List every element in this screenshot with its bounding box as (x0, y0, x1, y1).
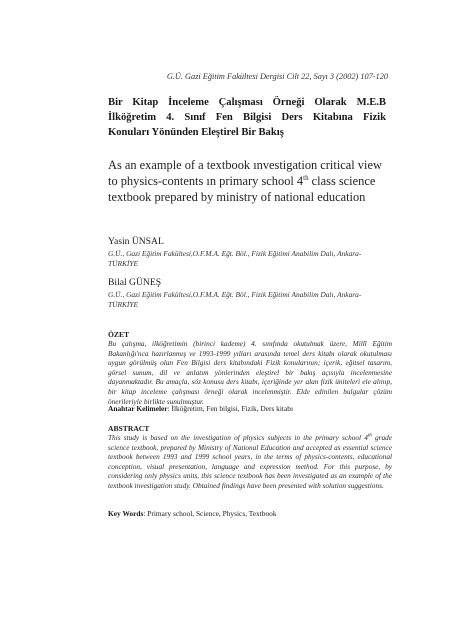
author-affiliation-2: G.Ü., Gazi Eğitim Fakültesi,O.F.M.A. Eğt. Böl., Fizik Eğitimi Anabilim Dalı, Ankara-TÜRKİYE (108, 290, 362, 309)
turkish-title-line-2: İlköğretim 4. Sınıf Fen Bilgisi Ders Kitabına Fizik (108, 112, 386, 123)
abstract-text (108, 433, 392, 491)
author-affiliation-1: G.Ü., Gazi Eğitim Fakültesi,O.F.M.A. Eğt. Böl., Fizik Eğitimi Anabilim Dalı, Ankara-TÜRKİYE (108, 249, 362, 268)
english-title-part-2: class science textbook prepared by ministry of national education (108, 174, 376, 204)
abstract-superscript: th (367, 433, 372, 439)
abstract-text-part-2: grade science textbook, prepared by Ministry of National Education and accepted as essential science textbook between 1993 and 1999 school years, in the terms of physics-contents, educational conception, visual presentation, language and expression method. For this purpose, by considering only physics units, this science textbook has been investigated as an example of the textbook investigation study. Obtained findings have been presented with solution suggestions. (108, 433, 392, 490)
ozet-keywords (108, 404, 392, 414)
english-title-part-1: As an example of a textbook ınvestigation critical view to physics-contents ın primary school 4 (108, 158, 382, 188)
author-name-1: Yasin ÜNSAL (108, 236, 164, 247)
turkish-title-line-1: Bir Kitap İnceleme Çalışması Örneği Olarak M.E.B (108, 97, 386, 108)
abstract-text-part-1: This study is based on the investigation of physics subjects in the primary school 4 (108, 433, 368, 442)
abstract-keywords (108, 509, 392, 519)
turkish-title-line-3: Konuları Yönünden Eleştirel Bir Bakış (108, 127, 284, 138)
abstract-heading: ABSTRACT (108, 424, 150, 433)
author-name-2: Bilal GÜNEŞ (108, 277, 162, 288)
english-title (108, 157, 390, 205)
ozet-heading: ÖZET (108, 330, 130, 339)
abstract-keywords-label: Key Words (108, 509, 144, 518)
turkish-title (108, 95, 386, 140)
abstract-keywords-list: : Primary school, Science, Physics, Textbook (143, 509, 277, 518)
ozet-text: Bu çalışma, ilköğretimin (birinci kademe) 4. sınıfında okutulmak üzere, Millî Eğitim Bakanlığı'nca hazırlanmış ve 1993-1999 yılları arasında temel ders kitabı olarak okutulması uygun görülmüş olan Fen Bilgisi ders kitabındaki Fizik konularının; içerik, eğitsel tasarım, görsel sunum, dil ve anlatım yönlerinden eleştirel bir bakış açısıyla incelenmesine dayanmaktadır. Bu amaçla, söz konusu ders kitabı, içeriğinde yer alan fizik üniteleri ele alınıp, bir kitap inceleme çalışması örneği olarak incelenmiştir. Elde edinilen bulgular çözüm önerileriyle birlikte sunulmuştur. (108, 339, 392, 406)
ozet-keywords-label: Anahtar Kelimeler (108, 404, 168, 413)
journal-citation: G.Ü. Gazi Eğitim Fakültesi Dergisi Cilt 22, Sayı 3 (2002) 107-120 (166, 72, 388, 81)
english-title-superscript: th (303, 173, 309, 182)
ozet-keywords-list: : İlköğretim, Fen bilgisi, Fizik, Ders kitabı (167, 404, 294, 413)
